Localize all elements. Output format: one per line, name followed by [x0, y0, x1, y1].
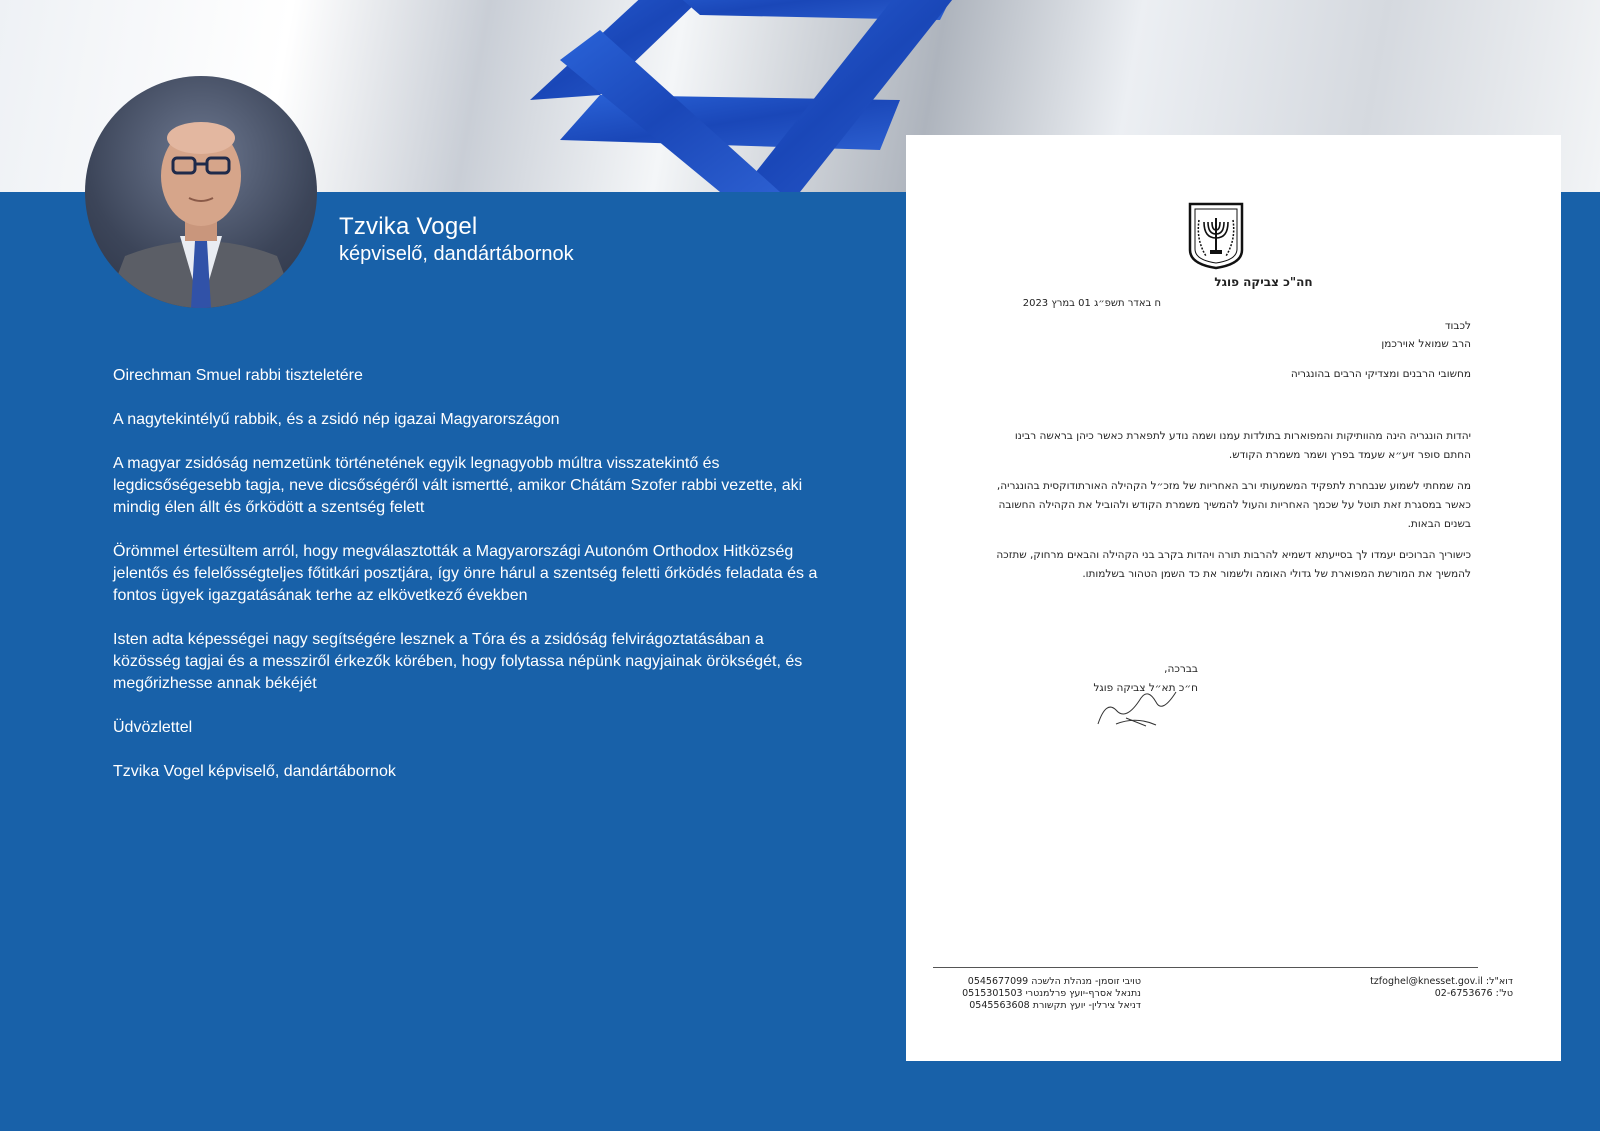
person-name: Tzvika Vogel — [339, 213, 478, 240]
letter-body — [991, 427, 1471, 596]
footer-divider — [933, 967, 1478, 968]
state-emblem-icon — [1186, 200, 1246, 270]
letter-paragraph: Örömmel értesültem arról, hogy megválasztották a Magyarországi Autonóm Orthodox Hitközség jelentős és felelősségteljes főtitkári posztjára, így önre hárul a szentség feletti őrködés feladata és a fontos ügyek igazgatásának terhe az elkövetkező években — [113, 543, 818, 604]
letter-sender: חה"כ צביקה פוגל — [1214, 275, 1313, 289]
letter-paragraph: Üdvözlettel — [113, 719, 193, 736]
hungarian-letter — [113, 365, 833, 805]
portrait-photo — [85, 76, 317, 308]
handwritten-signature — [1096, 680, 1196, 730]
recipient-salutation: לכבוד — [1444, 320, 1471, 332]
letter-body-paragraph: מה שמחתי לשמוע שנבחרת לתפקיד המשמעותי ורב האחריות של מזכ״ל הקהילה האורתודוקסית בהונגריה, כאשר במסגרת זאת תוטל על שכמך האחריות והעול להמשיך משמרת הקודש ולהוביל את הקהילה החשובה בשנים הבאות. — [996, 480, 1471, 530]
letter-paragraph: A nagytekintélyű rabbik, és a zsidó nép igazai Magyarországon — [113, 411, 560, 428]
letter-paragraph: Tzvika Vogel képviselő, dandártábornok — [113, 763, 396, 780]
letter-paragraph: Oirechman Smuel rabbi tiszteletére — [113, 367, 363, 384]
letter-paragraph: A magyar zsidóság nemzetünk történetének egyik legnagyobb múltra visszatekintő és legdicsőségesebb tagja, neve dicsőségéről vált ismertté, amikor Chátám Szofer rabbi vezette, aki mindig élen állt és őrködött a szentség felett — [113, 455, 803, 516]
footer-line: דוא"ל: tzfoghel@knesset.gov.il — [1370, 976, 1513, 987]
person-role: képviselő, dandártábornok — [339, 243, 574, 265]
hebrew-letter-document — [906, 135, 1561, 1061]
footer-staff-contacts — [936, 976, 1141, 1012]
name-block — [339, 212, 574, 266]
footer-line: טויבי זוסמן- מנהלת הלשכה 0545677099 — [967, 976, 1141, 987]
footer-line: טל': 02-6753676 — [1434, 988, 1513, 999]
letter-body-paragraph: כישוריך הברוכים יעמדו לך בסייעתא דשמיא להרבות תורה ויהדות בקרב בני הקהילה והבאים מרחוק, שתזכה להמשיך את המורשת המפוארת של גדולי האומה ולשמור את כד השמן הטהור בשלמותו. — [996, 549, 1471, 580]
footer-line: דניאל צירלין- יועץ תקשורת 0545563608 — [969, 1000, 1141, 1011]
letter-closing: בברכה, — [1164, 663, 1198, 675]
recipient-name: הרב שמואל אוירכמן — [1381, 338, 1471, 350]
footer-office-contacts — [1313, 976, 1513, 1000]
letter-date: ח באדר תשפ״ג 01 במרץ 2023 — [1022, 298, 1161, 309]
footer-line: נתנאל אסרף-יועץ פרלמנטרי 0515301503 — [962, 988, 1141, 999]
letter-body-paragraph: יהדות הונגריה הינה מהוותיקות והמפוארות בתולדות עמנו ושמה נודע לתפארת כאשר כיהן בראשה רבינו החתם סופר זיע״א שעמד בפרץ ושמר משמרת הקודש. — [1014, 430, 1471, 461]
letter-paragraph: Isten adta képességei nagy segítségére lesznek a Tóra és a zsidóság felvirágoztatásában a közösség tagjai és a messziről érkezők körében, hogy folytassa népünk nagyjainak örökségét, és megőrizhesse annak békéjét — [113, 631, 803, 692]
letter-subject: מחשובי הרבנים ומצדיקי הרבים בהונגריה — [1290, 368, 1471, 380]
letter-signer: ח״כ תא״ל צביקה פוגל — [1093, 682, 1198, 694]
